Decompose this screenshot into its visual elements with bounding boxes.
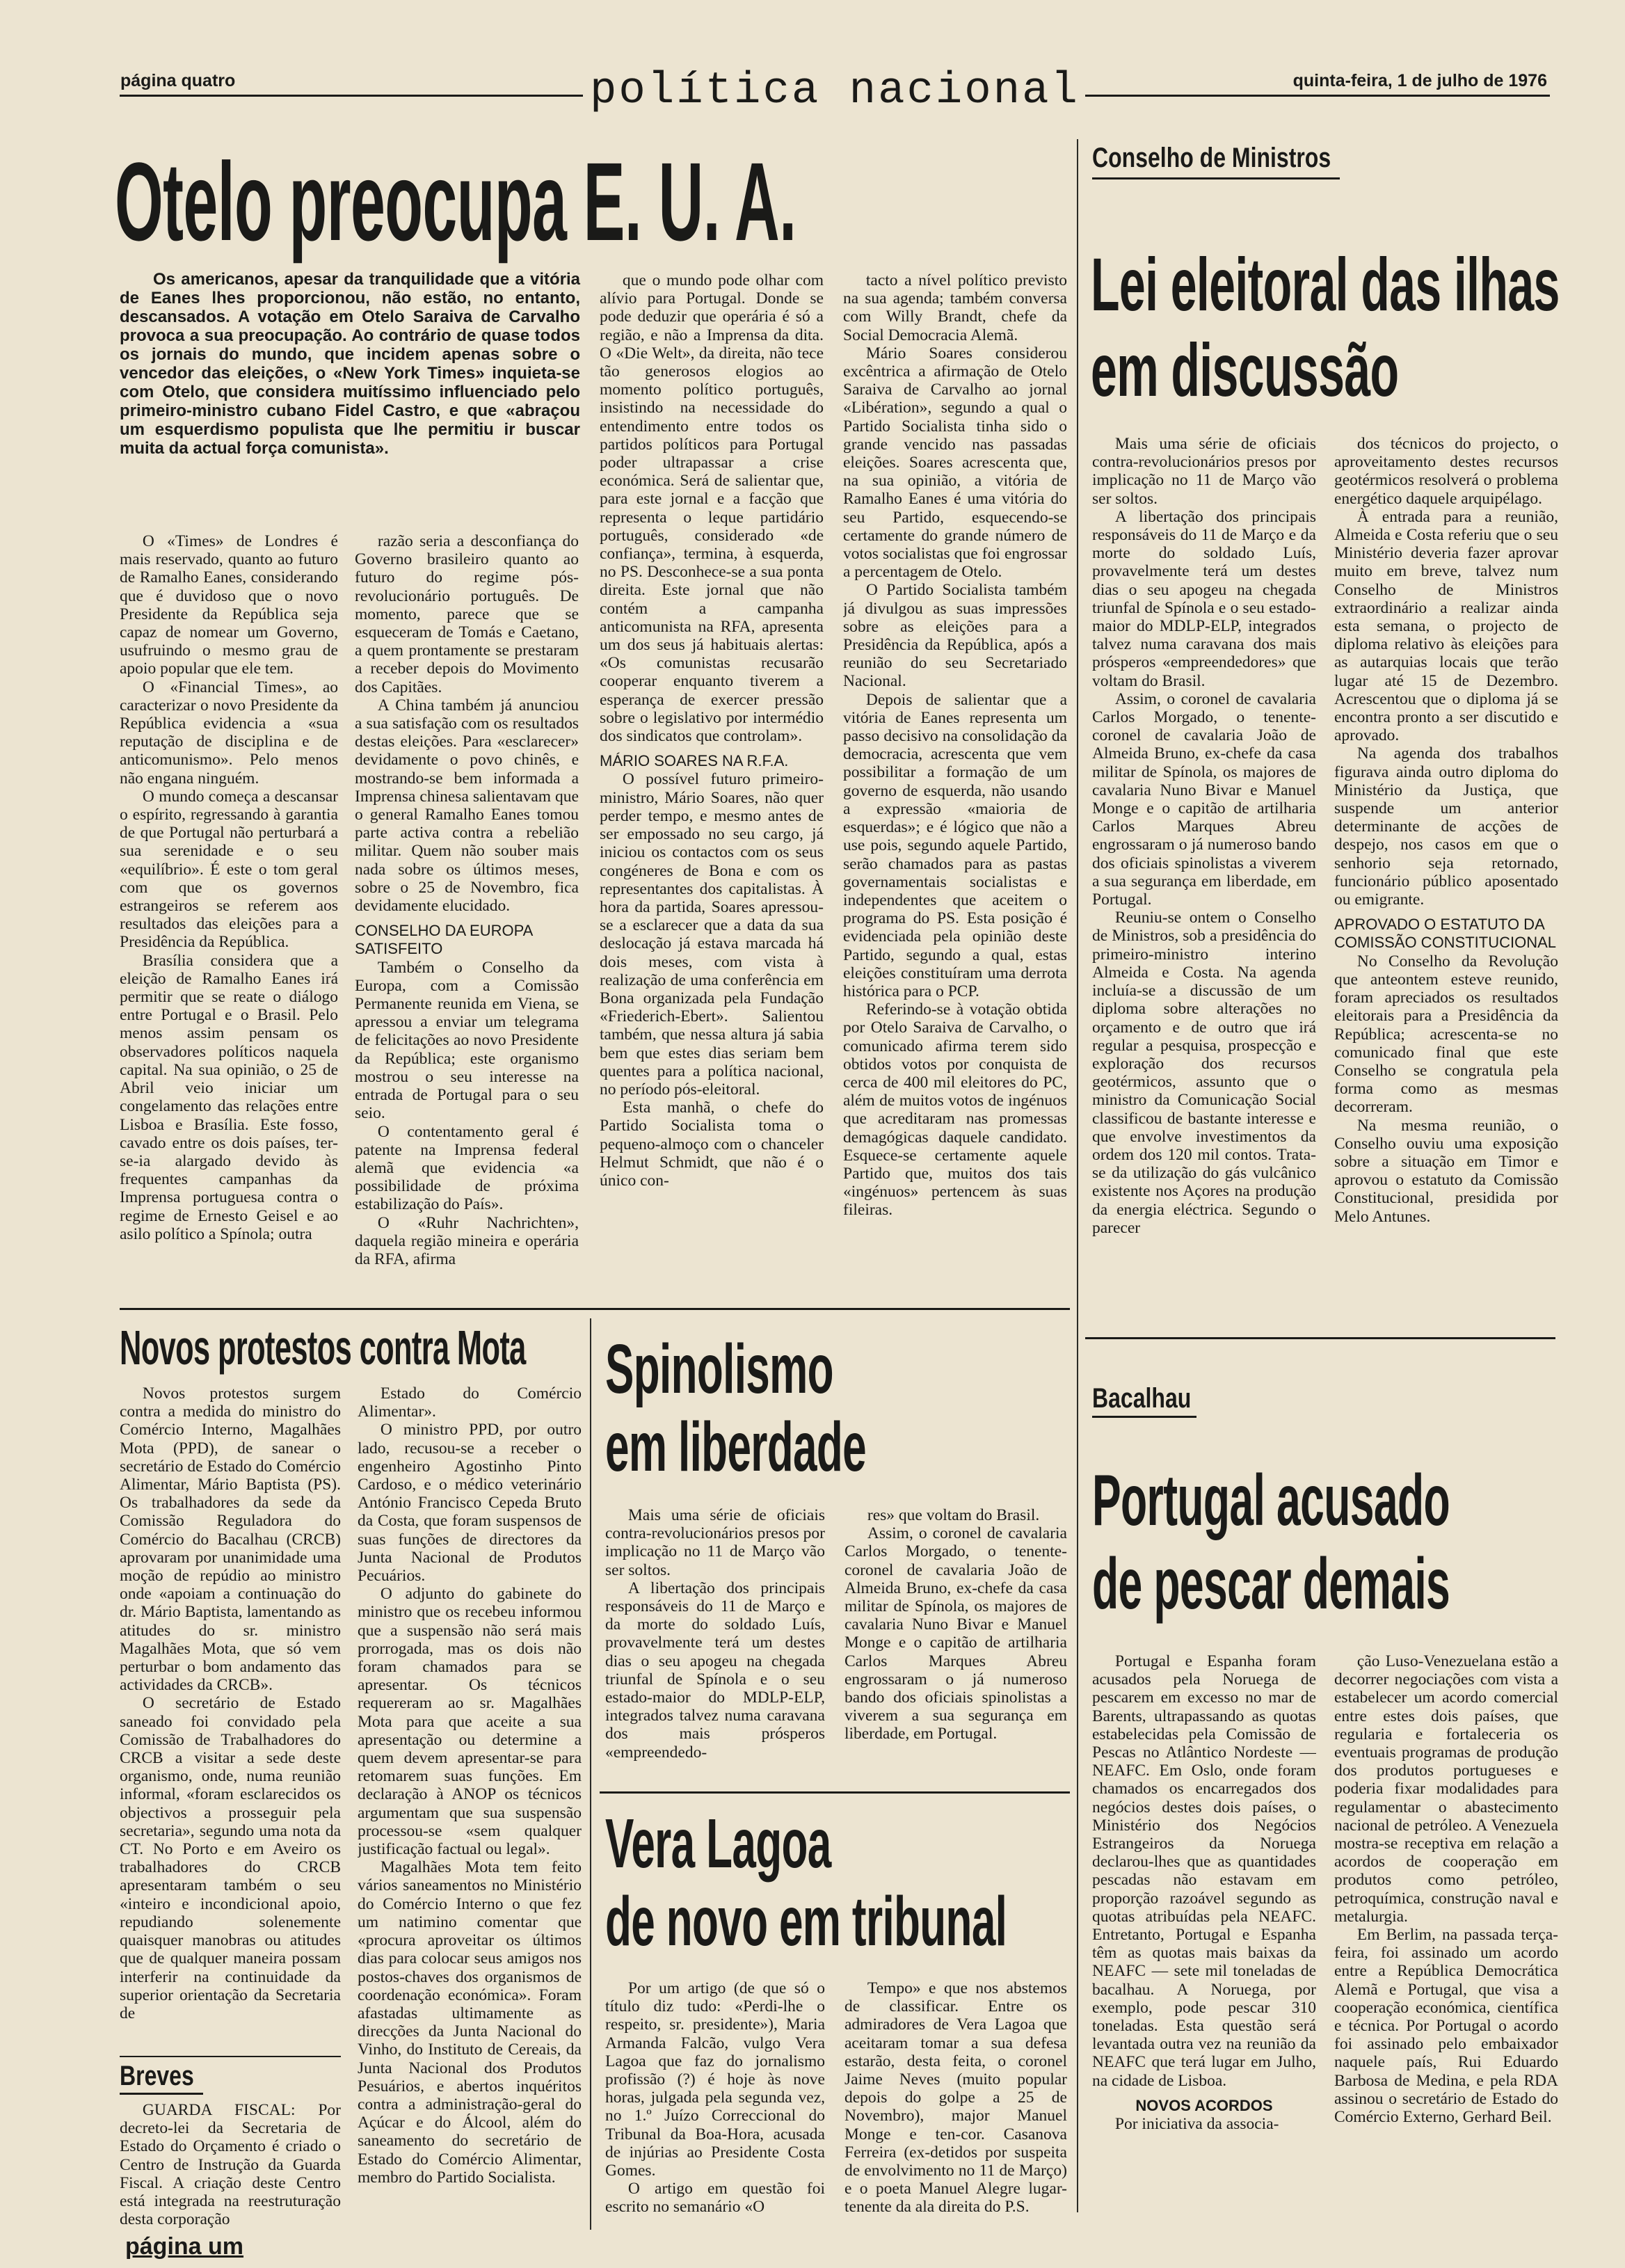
spinolismo-headline-1: Spinolismo (605, 1330, 833, 1408)
main-col-2 (355, 532, 579, 1291)
main-lead (120, 270, 580, 458)
mota-col-1 (120, 1384, 341, 2080)
paragraph: O contentamento geral é patente na Imprensa federal alemã que evidencia «a possibilidade de próxima estabilização do País». (355, 1122, 579, 1214)
paragraph: O «Ruhr Nachrichten», daquela região mineira e operária da RFA, afirma (355, 1213, 579, 1268)
bacalhau-col-2 (1334, 1652, 1558, 2251)
spinolismo-col-2 (844, 1506, 1067, 1791)
paragraph: A China também já anunciou a sua satisfação com os resultados destas eleições. Para «esclarecer» devidamente o povo chinês, e mostrando-se bem informada a Imprensa chinesa salientavam que o general Ramalho Eanes tomou parte activa contra a rebelião militar. Quem não souber mais nada sobre os últimos meses, sobre o 25 de Novembro, fica devidamente elucidado. (355, 696, 579, 916)
subheading: MÁRIO SOARES NA R.F.A. (600, 752, 789, 770)
paragraph: A libertação dos principais responsáveis do 11 de Março e da morte do soldado Luís, provavelmente terá um destes dias o seu apogeu na chegada triunfal de Spínola e o seu estado-maior do MDLP-ELP, integrados talvez numa caravana dos mais prósperos «empreendedores» que voltam do Brasil. (1092, 507, 1316, 690)
lagoa-col-1 (605, 1979, 825, 2251)
conselho-kicker: Conselho de Ministros (1092, 143, 1331, 173)
conselho-col-2 (1334, 435, 1558, 1360)
paragraph: res» que voltam do Brasil. (867, 1506, 1040, 1524)
paragraph: Mário Soares considerou excêntrica a afirmação de Otelo Saraiva de Carvalho ao jornal «Libération», segundo a qual o Partido Socialista tinha sido o grande vencido nas passadas eleições. Soares acrescenta que, na sua opinião, a vitória de Ramalho Eanes é uma vitória do seu Partido, esquecendo-se certamente do grande número de votos socialistas que foi engrossar a percentagem de Otelo. (843, 344, 1067, 582)
bacalhau-headline-1: Portugal acusado (1092, 1460, 1450, 1541)
paragraph: Reuniu-se ontem o Conselho de Ministros, sob a presidência do primeiro-ministro interino Almeida e Costa. Na agenda incluía-se a discussão de um diploma sobre alterações no orçamento e de outro que irá regular a pesquisa, prospecção e exploração dos recursos geotérmicos, assunto que o ministro da Comunicação Social classificou de bastante interesse e que envolve investimentos da ordem dos 120 mil contos. Trata-se da utilização do gás vulcânico existente nos Açores na produção da energia eléctrica. Segundo o parecer (1092, 909, 1316, 1237)
subheading: APROVADO O ESTATUTO DA COMISSÃO CONSTITUCIONAL (1334, 916, 1557, 952)
paragraph: Assim, o coronel de cavalaria Carlos Morgado, o tenente-coronel de cavalaria João de Almeida Bruno, ex-chefe da casa militar de Spínola, os majores de cavalaria Nuno Bivar e Manuel Monge e o capitão de artilharia Carlos Marques Abreu engrossaram o já numeroso bando dos oficiais spinolistas a viverem a sua segurança em liberdade, em Portugal. (1092, 689, 1316, 909)
paragraph: Depois de salientar que a vitória de Eanes representa um passo decisivo na consolidação da democracia, acrescenta que vem possibilitar a formação de um governo de esquerda, não usando a expressão «maioria de esquerdas»; e é lógico que não a use pois, segundo aquele Partido, serão chamados para as pastas governamentais socialistas e independentes que aceitem o programa do PS. Esta posição é evidenciada pela opinião deste Partido, segundo a qual, estas eleições constituíram uma derrota histórica para o PCP. (843, 690, 1067, 1000)
paragraph: Na agenda dos trabalhos figurava ainda outro diploma do Ministério da Justiça, que suspende um anterior determinante de acções de despejo, nos casos em que o senhorio seja retornado, funcionário público aposentado ou emigrante. (1334, 744, 1558, 909)
paragraph: GUARDA FISCAL: Por decreto-lei da Secretaria de Estado do Orçamento é criado o Centro de Instrução da Guarda Fiscal. A criação deste Centro está integrada na reestruturação desta corporação (120, 2101, 341, 2229)
paragraph: Mais uma série de oficiais contra-revolucionários presos por implicação no 11 de Março vão ser soltos. (1092, 435, 1316, 508)
breves-kicker: Breves (120, 2061, 194, 2091)
paragraph: Referindo-se à votação obtida por Otelo Saraiva de Carvalho, o comunicado afirma terem sido obtidos votos por conquista de cerca de 400 mil eleitores do PC, além de muitos votos de ingénuos que acreditaram nas promessas demagógicas daquele candidato. Esquece-se certamente aquele Partido que, muitos dos tais «ingénuos» pertencem às suas fileiras. (843, 1000, 1067, 1220)
paragraph: Estado do Comércio Alimentar». (358, 1384, 582, 1421)
paragraph: Esta manhã, o chefe do Partido Socialista toma o pequeno-almoço com o chanceler Helmut Schmidt, que não é o único con- (600, 1099, 824, 1190)
paragraph: Portugal e Espanha foram acusados pela Noruega de pescarem em excesso no mar de Barents, ultrapassando as quotas estabelecidas pela Comissão de Pescas no Atlântico Nordeste — NEAFC. Em Oslo, onde foram chamados os encarregados dos negócios destes dois países, o Ministério dos Negócios Estrangeiros da Noruega declarou-lhes que as quantidades pescadas não estavam em proporção razoável segundo as quotas atribuídas pela NEAFC. Entretanto, Portugal e Espanha têm as quotas mais baixas da NEAFC — sete mil toneladas de bacalhau. A Noruega, por exemplo, pode pescar 310 toneladas. Esta questão será levantada outra vez na reunião da NEAFC que terá lugar em Julho, na cidade de Lisboa. (1092, 1652, 1316, 2090)
conselho-headline-2: em discussão (1091, 328, 1399, 412)
bacalhau-col-1 (1092, 1652, 1316, 2251)
conselho-bottom-rule (1085, 1337, 1555, 1339)
paragraph: dos técnicos do projecto, o aproveitamento destes recursos geotérmicos resolverá o problema energético daquele arquipélago. (1334, 435, 1558, 508)
mota-col-2 (358, 1384, 582, 2219)
lagoa-headline-2: de novo em tribunal (605, 1883, 1007, 1960)
paragraph: Na mesma reunião, o Conselho ouviu uma exposição sobre a situação em Timor e aprovou o estatuto da Comissão Constitucional, presidida por Melo Antunes. (1334, 1116, 1558, 1226)
conselho-headline-1: Lei eleitoral das ilhas (1091, 242, 1560, 326)
bacalhau-kicker-underline (1092, 1416, 1196, 1418)
paragraph: que o mundo pode olhar com alívio para Portugal. Donde se pode deduzir que operária é só a região, e não a Imprensa da dita. O «Die Welt», da direita, não tece tão generosos elogios ao momento político português, insistindo na necessidade do entendimento entre todos os partidos políticos para Portugal poder ultrapassar a crise económica. Será de salientar que, para este jornal e a facção que representa o leque partidário português, considerado «de confiança», termina, à esquerda, no PS. Desconhece-se a sua ponta direita. Este jornal que não contém a campanha anticomunista na RFA, apresenta um dos seus já habituais alertas: «Os comunistas recusarão cooperar enquanto tiverem a esperança de exercer pressão sobre o legislativo por intermédio dos sindicatos que controlam». (600, 271, 824, 746)
conselho-kicker-underline (1092, 177, 1340, 179)
header-rule-right (1085, 95, 1550, 97)
paragraph: Por um artigo (de que só o título diz tudo: «Perdi-lhe o respeito, sr. presidente»), Maria Armanda Falcão, vulgo Vera Lagoa que faz do jornalismo profissão (?) é hoje às nove horas, julgada pela segunda vez, no 1.º Juízo Correccional do Tribunal da Boa-Hora, acusada de injúrias ao Presidente Costa Gomes. (605, 1979, 825, 2180)
paragraph: No Conselho da Revolução que anteontem esteve reunido, foram apreciados os resultados eleitorais para a Presidência da República; acrescenta-se no comunicado final que este Conselho se congratula pela forma como as mesmas decorreram. (1334, 952, 1558, 1117)
paragraph: A libertação dos principais responsáveis do 11 de Março e da morte do soldado Luís, provavelmente terá um destes dias o seu apogeu na chegada triunfal de Spínola e o seu estado-maior do MDLP-ELP, integrados talvez numa caravana dos mais prósperos «empreendedo- (605, 1579, 825, 1762)
page-date: quinta-feira, 1 de julho de 1976 (1292, 71, 1547, 90)
main-col-3 (600, 271, 824, 1291)
continuation-label: página um (125, 2233, 244, 2260)
paragraph: tacto a nível político previsto na sua agenda; também conversa com Willy Brandt, chefe da Social Democracia Alemã. (843, 271, 1067, 344)
paragraph: O artigo em questão foi escrito no semanário «O (605, 2180, 825, 2217)
conselho-col-1 (1092, 435, 1316, 1360)
main-lead-text: Os americanos, apesar da tranquilidade que a vitória de Eanes lhes proporcionou, não estão, no entanto, descansados. A votação em Otelo Saraiva de Carvalho provoca a sua preocupação. Ao contrário de quase todos os jornais do mundo, que incidem apenas sobre o vencedor das eleições, o «New York Times» inquieta-se com Otelo, que considera muitíssimo influenciado pelo primeiro-ministro cubano Fidel Castro, e que «abraçou um esquerdismo populista que lhe permitiu ir buscar muita da actual força comunista». (120, 270, 580, 458)
paragraph: O «Times» de Londres é mais reservado, quanto ao futuro de Ramalho Eanes, considerando que é duvidoso que o novo Presidente da República seja capaz de nomear um Governo, usufruindo o mesmo grau de apoio popular que ele tem. (120, 532, 338, 678)
paragraph: O ministro PPD, por outro lado, recusou-se a receber o engenheiro Agostinho Pinto Cardoso, e o médico veterinário António Francisco Cepeda Bruto da Costa, que foram suspensos de suas funções de directores da Junta Nacional de Produtos Pecuários. (358, 1421, 582, 1586)
paragraph: O «Financial Times», ao caracterizar o novo Presidente da República evidencia a «sua reputação de disciplina e de anticomunismo». Pelo menos não engana ninguém. (120, 678, 338, 788)
paragraph: O adjunto do gabinete do ministro que os recebeu informou que a suspensão não será mais prorrogada, mas os dois não foram chamados para se apresentar. Os técnicos requereram ao sr. Magalhães Mota para que aceite a sua apresentação ou determine a quem devem apresentar-se para retomarem suas funções. Em declaração à ANOP os técnicos argumentam que sua suspensão processou-se «sem qualquer justificação factual ou legal». (358, 1585, 582, 1859)
paragraph: À entrada para a reunião, Almeida e Costa referiu que o seu Ministério deveria fazer aprovar muito em breve, talvez num Conselho de Ministros extraordinário a realizar ainda esta semana, o projecto de diploma relativo às eleições para as autarquias locais que terão lugar até 15 de Dezembro. Acrescentou que o diploma já se encontra pronto a ser discutido e aprovado. (1334, 507, 1558, 745)
breves-col (120, 2101, 341, 2240)
main-col-4 (843, 271, 1067, 1291)
paragraph: O secretário de Estado saneado foi convidado pela Comissão de Trabalhadores do CRCB a visitar a sede deste organismo, onde, numa reunião informal, «foram esclarecidos os objectivos a prosseguir pela secretaria», segundo uma nota da CT. No Porto e em Aveiro os trabalhadores do CRCB apresentaram também o seu «inteiro e incondicional apoio, repudiando solenemente quaisquer manobras ou atitudes que de qualquer maneira possam interferir na continuidade da superior orientação da Secretaria de (120, 1694, 341, 2022)
subheading: NOVOS ACORDOS (1135, 2096, 1273, 2114)
main-headline: Otelo preocupa E. U. A. (115, 139, 797, 264)
paragraph: Novos protestos surgem contra a medida do ministro do Comércio Interno, Magalhães Mota (PPD), de sanear o secretário de Estado do Comércio Alimentar, Mário Baptista (PS). Os trabalhadores da sede da Comissão Reguladora do Comércio do Bacalhau (CRCB) aprovaram por unanimidade uma moção de repúdio ao ministro onde «apoiam a continuação do dr. Mário Baptista, lamentando as atitudes do sr. ministro Magalhães Mota, que só vem perturbar o bom andamento das actividades da CRCB». (120, 1384, 341, 1695)
paragraph: Em Berlim, na passada terça-feira, foi assinado um acordo entre a República Democrática Alemã e Portugal, que visa a cooperação económica, científica e técnica. Por Portugal o acordo foi assinado pelo embaixador naquele país, Rui Eduardo Barbosa de Medina, e pela RDA assinou o secretário de Estado do Comércio Externo, Gerhard Beil. (1334, 1926, 1558, 2127)
bacalhau-kicker: Bacalhau (1092, 1383, 1192, 1414)
paragraph: Brasília considera que a eleição de Ramalho Eanes irá permitir que se reate o diálogo entre Portugal e o Brasil. Pelo menos assim pensam os observadores políticos naquela capital. Na sua opinião, o 25 de Abril veio iniciar um congelamento das relações entre Lisboa e Brasília. Este fosso, cavado entre os dois países, ter-se-ia alargado devido às frequentes campanhas da Imprensa portuguesa contra o regime de Ernesto Geisel e ao asilo político a Spínola; outra (120, 951, 338, 1243)
page-number-label: página quatro (120, 71, 236, 90)
subheading: CONSELHO DA EUROPA SATISFEITO (355, 922, 533, 958)
paragraph: razão seria a desconfiança do Governo brasileiro quanto ao futuro do regime pós-revolucionário português. De momento, parece que se esqueceram de Tomás e Caetano, a quem prontamente se prestaram a receber depois do Movimento dos Capitães. (355, 532, 579, 696)
paragraph: O Partido Socialista também já divulgou as suas impressões sobre as eleições para a Presidência da República, após a reunião do seu Secretariado Nacional. (843, 581, 1067, 691)
paragraph: ção Luso-Venezuelana estão a decorrer negociações com vista a estabelecer um acordo comercial entre estes dois países, que regularia e fortaleceria os eventuais programas de produção dos produtos portugueses e poderia fixar modalidades para regulamentar o abastecimento nacional de petróleo. A Venezuela mostra-se receptiva em relação a acordos de cooperação em produtos como petróleo, petroquímica, construção naval e metalurgia. (1334, 1652, 1558, 1926)
main-bottom-rule (120, 1308, 1070, 1310)
paragraph: Tempo» e que nos abstemos de classificar. Entre os admiradores de Vera Lagoa que aceitaram tomar a sua defesa estarão, desta feita, o coronel Jaime Neves (muito popular depois do golpe a 25 de Novembro), major Manuel Monge e ten-cor. Casanova Ferreira (ex-detidos por suspeita de envolvimento no 11 de Março) e o poeta Manuel Alegre lugar-tenente da ala direita do P.S. (844, 1979, 1067, 2217)
paragraph: Também o Conselho da Europa, com a Comissão Permanente reunida em Viena, se apressou a enviar um telegrama de felicitações ao novo Presidente da República; este organismo mostrou o seu interesse na entrada de Portugal para o seu seio. (355, 958, 579, 1123)
breves-top-rule (120, 2056, 341, 2057)
paragraph: Magalhães Mota tem feito vários saneamentos no Ministério do Comércio Interno o que fez um natimino comentar que «procura aproveitar os últimos dias para colocar seus amigos nos postos-chaves dos organismos de coordenação económica». Foram afastadas ultimamente as direcções da Junta Nacional do Vinho, do Instituto de Cereais, da Junta Nacional dos Produtos Pesuários, e abertos inquéritos contra a administração-geral do Açúcar e do Álcool, além do saneamento do secretário de Estado do Comércio Alimentar, membro do Partido Socialista. (358, 1858, 582, 2187)
lagoa-col-2 (844, 1979, 1067, 2251)
header-rule-left (120, 95, 583, 97)
paragraph: O possível futuro primeiro-ministro, Mário Soares, não quer perder tempo, e mesmo antes de ser empossado no seu cargo, já iniciou os contactos com os seus congéneres de Bona e com os representantes dos capitalistas. À hora da partida, Soares apressou-se a esclarecer que a data da sua deslocação já estava marcada há dois meses, com vista à realização de uma conferência em Bona organizada pela Fundação «Friederich-Ebert». Salientou também, que nessa altura já sabia bem que estes dias seriam bem quentes para a política nacional, no período pós-eleitoral. (600, 770, 824, 1099)
spinolismo-headline-2: em liberdade (605, 1408, 867, 1486)
paragraph: Assim, o coronel de cavalaria Carlos Morgado, o tenente-coronel de cavalaria João de Almeida Bruno, ex-chefe da casa militar de Spínola, os majores de cavalaria Nuno Bivar e Manuel Monge e o capitão de artilharia Carlos Marques Abreu engrossaram o já numeroso bando dos oficiais spinolistas a viverem a sua segurança em liberdade, em Portugal. (844, 1524, 1067, 1743)
column-divider (1077, 139, 1078, 2212)
breves-kicker-underline (120, 2093, 203, 2095)
paragraph: O mundo começa a descansar o espírito, regressando à garantia de que Portugal não perturbará a sua serenidade e o seu «equilíbrio». É este o tom geral com que os governos estrangeiros se referem aos resultados das eleições para a Presidência da República. (120, 787, 338, 952)
spinolismo-bottom-rule (600, 1791, 1070, 1794)
paragraph: Mais uma série de oficiais contra-revolucionários presos por implicação no 11 de Março vão ser soltos. (605, 1506, 825, 1579)
spinolismo-col-1 (605, 1506, 825, 1791)
lagoa-headline-1: Vera Lagoa (605, 1805, 831, 1883)
mota-headline: Novos protestos contra Mota (120, 1320, 526, 1375)
main-col-1 (120, 532, 338, 1291)
bacalhau-headline-2: de pescar demais (1092, 1544, 1450, 1624)
paragraph: Por iniciativa da associa- (1114, 2115, 1279, 2134)
section-title: política nacional (590, 66, 1080, 116)
column-divider (590, 1318, 591, 2230)
